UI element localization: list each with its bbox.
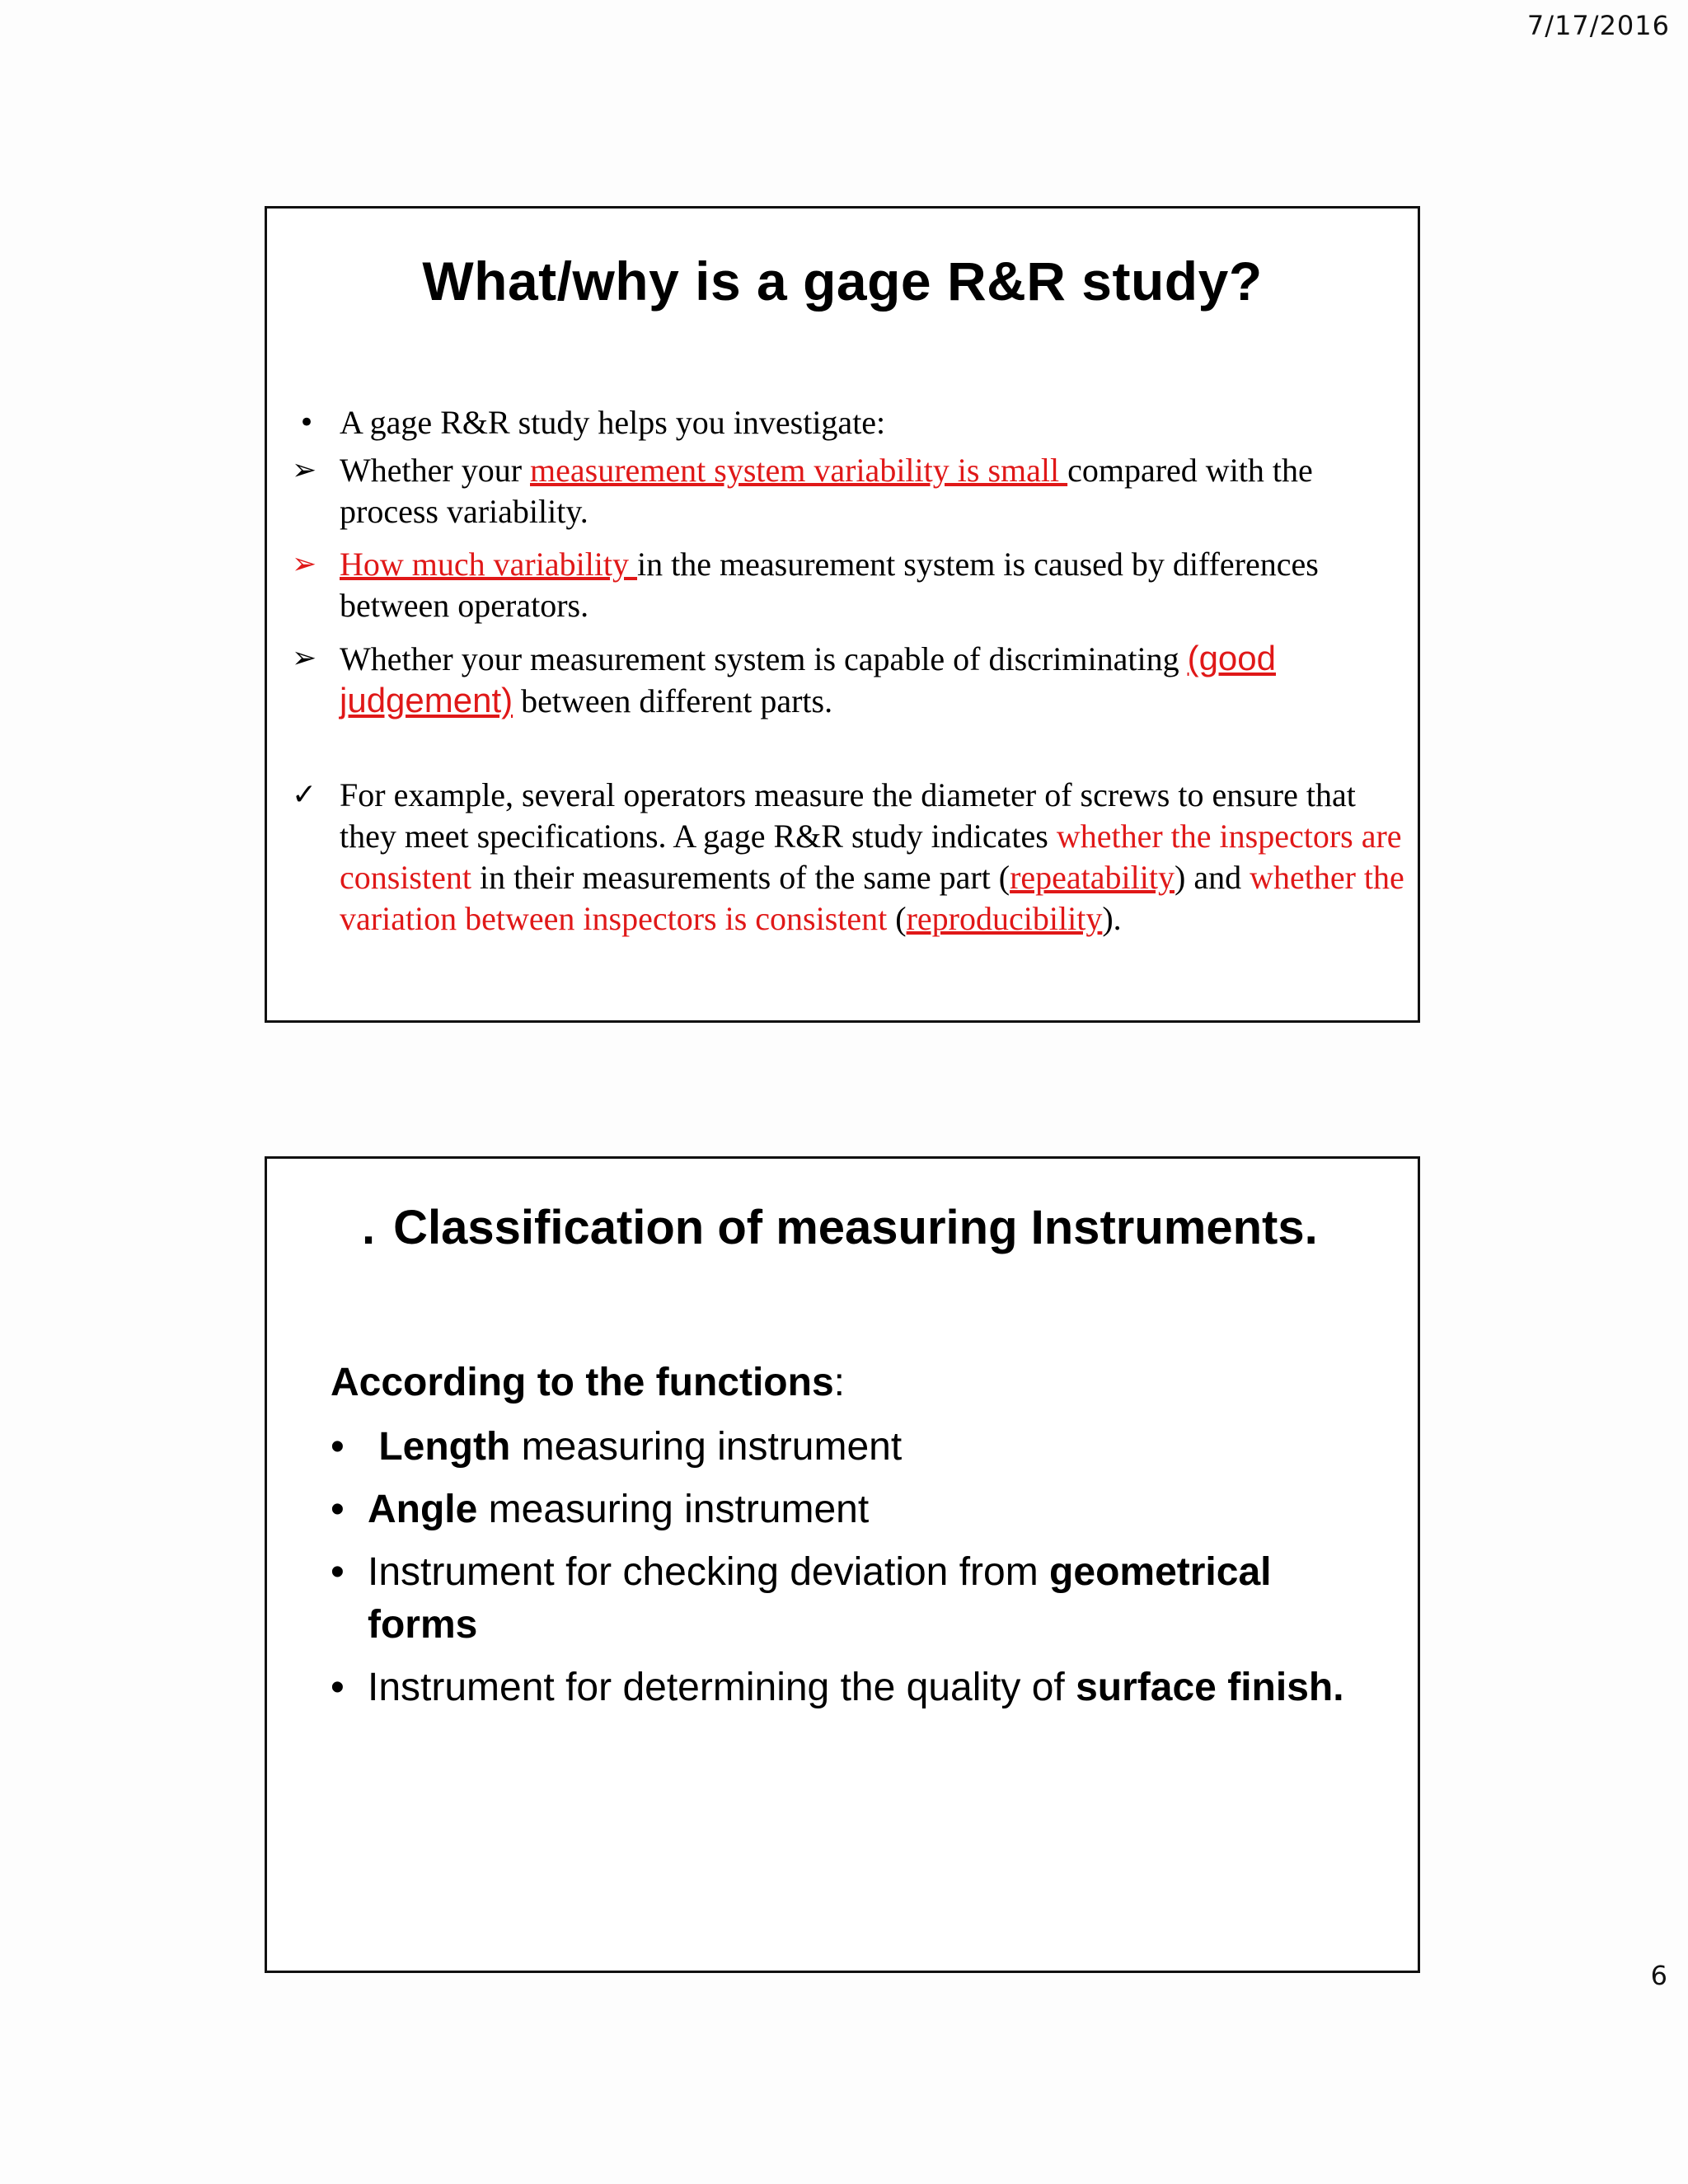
item-bold: Angle [368,1488,478,1531]
item-text: Instrument for determining the quality of [368,1666,1076,1709]
bullet-icon: • [331,1425,345,1469]
item-text: measuring instrument [510,1425,903,1469]
bullet-icon: • [331,1666,345,1709]
item-text: in the measurement system is caused by differences between operators. [340,546,1319,624]
list-item [284,402,1404,443]
example-text: ) and [1175,859,1250,896]
highlight-text: whether the inspectors are consistent [340,818,1402,896]
example-item [284,775,1404,940]
example-text: For example, several operators measure the diameter of screws to ensure that they meet specifications. A gage R&R study indicates [340,776,1356,855]
title-text: Classification of measuring Instruments. [393,1201,1318,1254]
highlight-text: whether the variation between inspectors is consistent [340,859,1404,937]
list-item [331,1546,1353,1652]
list-item [331,1661,1353,1714]
slide-body [331,1357,1353,1724]
item-text: between different parts. [513,682,833,719]
item-text: measuring instrument [477,1488,870,1531]
example-text: ). [1102,900,1122,937]
bullet-icon: • [298,406,316,439]
bullet-icon: • [331,1550,345,1594]
check-icon: ✓ [292,778,317,812]
slide-classification [265,1156,1420,1973]
list-item [284,638,1404,722]
heading-text: According to the functions [331,1361,834,1404]
heading-colon: : [833,1361,845,1404]
example-text: in their measurements of the same part ( [471,859,1010,896]
highlight-text: How much variability [340,546,638,583]
term-reproducibility: reproducibility [906,900,1103,937]
page-number: 6 [1650,1960,1667,1991]
highlight-text: measurement system variability is small [530,452,1068,489]
section-heading [331,1357,1353,1409]
page-date: 7/17/2016 [1526,10,1670,41]
highlight-text: (good judgement) [340,639,1276,719]
item-bold: surface finish. [1076,1666,1344,1709]
item-text: Instrument for checking deviation from [368,1550,1050,1594]
slide-body [284,402,1404,940]
arrow-icon: ➢ [292,453,317,487]
item-bold: geometrical forms [368,1550,1272,1647]
arrow-icon: ➢ [292,641,317,675]
arrow-icon: ➢ [292,547,317,581]
list-item [331,1421,1353,1474]
item-text: compared with the process variability. [340,452,1313,530]
slide-title [362,1200,1318,1255]
bullet-icon: • [331,1488,345,1531]
list-item [284,450,1404,532]
term-repeatability: repeatability [1010,859,1175,896]
slide-gage-rr [265,206,1420,1023]
list-item [331,1483,1353,1536]
title-dot: . [362,1201,376,1254]
list-item [284,544,1404,626]
item-text: Whether your measurement system is capable of discriminating [340,640,1188,677]
example-text: ( [887,900,907,937]
item-text: Whether your [340,452,531,489]
slide-title: What/why is a gage R&R study? [422,251,1263,312]
intro-text: A gage R&R study helps you investigate: [340,404,886,441]
item-bold: Length [378,1425,511,1469]
